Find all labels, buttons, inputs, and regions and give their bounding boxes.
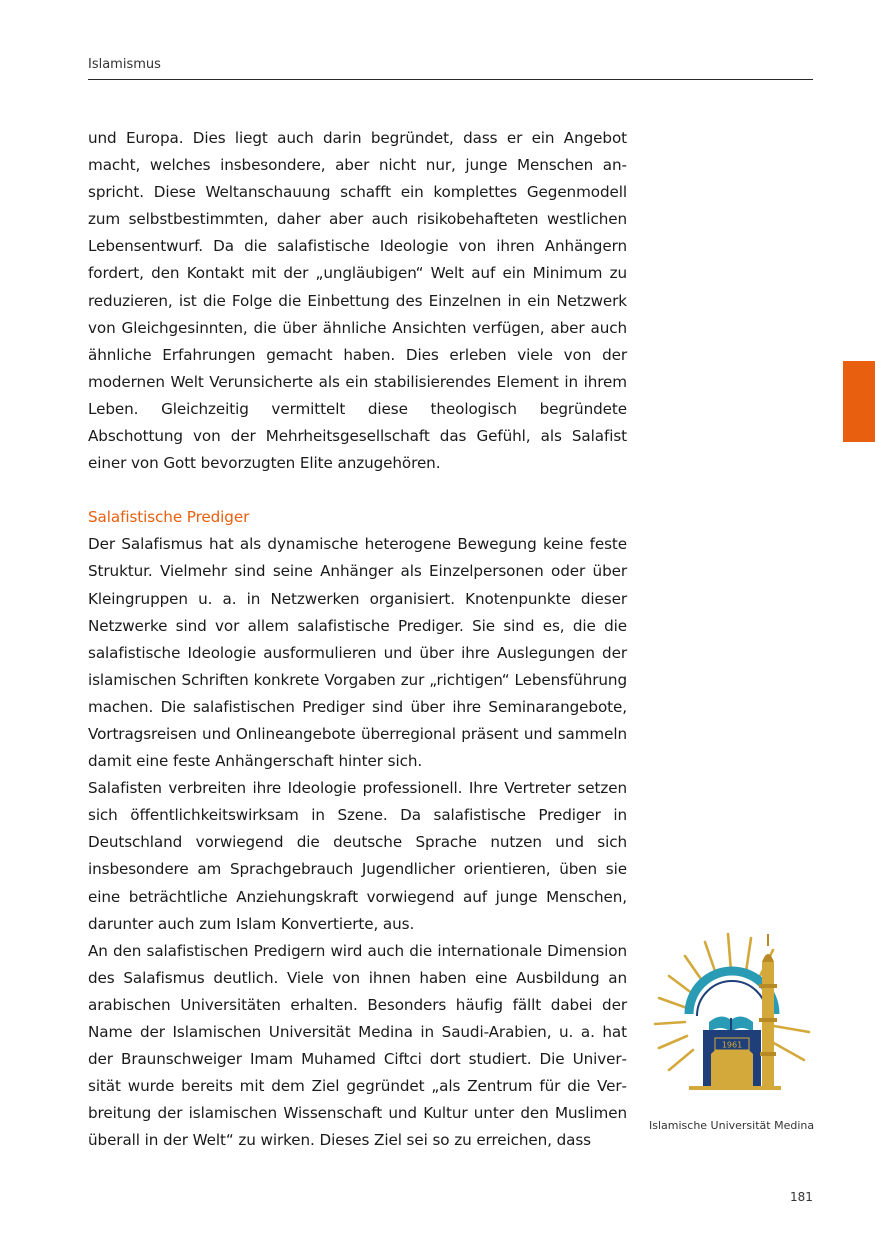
body-paragraph: Salafisten verbreiten ihre Ideologie professionell. Ihre Vertreter setzen sich öffentlichkeitswirksam in Szene. Da salafistische Prediger in Deutschland vorwiegend die deutsche Sprache nutzen und sich insbesondere am Sprachgebrauch Jugendlicher orientieren, üben sie eine beträchtliche Anziehungskraft vorwiegend auf junge Menschen, darunter auch zum Islam Konvertierte, aus. <box>88 779 627 933</box>
emblem-year: 1961 <box>721 1040 743 1050</box>
body-paragraph: und Europa. Dies liegt auch darin begründet, dass er ein Angebot macht, welches insbesondere, aber nicht nur, junge Menschen anspricht. Diese Weltanschauung schafft ein komplettes Gegenmodell zum selbstbestimmten, daher aber auch risikobehafteten westlichen Lebensentwurf. Da die salafistische Ideologie von ihren Anhängern fordert, den Kontakt mit der „ungläubigen“ Welt auf ein Minimum zu reduzieren, ist die Folge die Einbettung des Einzelnen in ein Netzwerk von Gleichgesinnten, die über ähnliche Ansichten verfügen, aber auch ähnliche Erfahrungen gemacht haben. Dies erleben viele von der modernen Welt Verunsicherte als ein stabilisierendes Element in ihrem Leben. Gleichzeitig vermittelt diese theologisch begründete Abschottung von der Mehrheitsgesellschaft das Gefühl, als Salafist einer von Gott bevorzugten Elite anzugehören. <box>88 129 627 473</box>
image-caption: Islamische Universität Medina <box>649 1119 815 1132</box>
running-title: Islamismus <box>88 57 161 72</box>
paragraph-gap <box>88 477 627 504</box>
body-paragraph: Der Salafismus hat als dynamische heterogene Bewegung keine feste Struktur. Vielmehr sind seine Anhänger als Einzelpersonen oder über Kleingruppen u. a. in Netzwerken organisiert. Knotenpunkte dieser Netzwerke sind vor allem salafistische Prediger. Sie sind es, die die salafistische Ideologie ausformulieren und über ihre Auslegungen der islamischen Schriften konkrete Vorgaben zur „richtigen“ Lebensführung machen. Die salafistischen Prediger sind über ihre Seminarangebote, Vortragsreisen und Onlineangebote überregional präsent und sammeln damit eine feste Anhängerschaft hinter sich. <box>88 535 627 771</box>
header-divider <box>88 79 813 80</box>
main-text-column <box>88 125 627 1154</box>
university-emblem-icon <box>649 926 815 1096</box>
page-number: 181 <box>790 1190 813 1204</box>
chapter-tab-marker <box>843 361 875 442</box>
body-paragraph: An den salafistischen Predigern wird auch die internationale Dimension des Salafismus deutlich. Viele von ihnen haben eine Ausbildung an arabischen Universitäten erhalten. Besonders häufig fällt dabei der Name der Islamischen Universität Medina in Saudi-Arabien, u. a. hat der Braunschweiger Imam Muhamed Ciftci dort studiert. Die Universität wurde bereits mit dem Ziel gegründet „als Zentrum für die Verbreitung der islamischen Wissenschaft und Kultur unter den Muslimen überall in der Welt“ zu wirken. Dieses Ziel sei so zu erreichen, dass <box>88 941 627 1150</box>
section-heading: Salafistische Prediger <box>88 508 250 527</box>
